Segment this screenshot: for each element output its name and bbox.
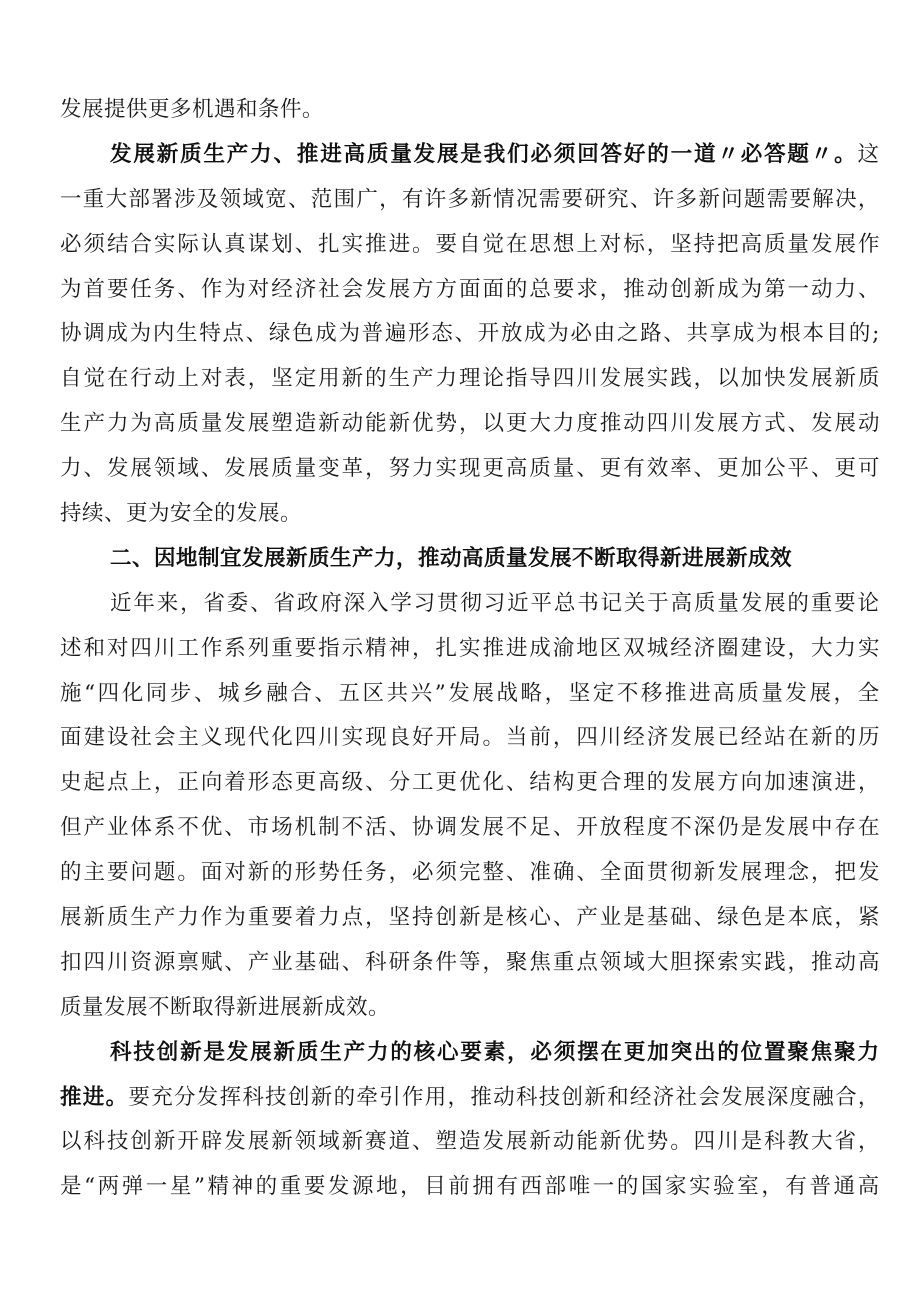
text-line: 为 首 要 任 务 、 作 为 对 经 济 社 会 发 展 方 方 面 面 的 总 要 求 ， 推 动 创 新 成 为 第 一 动 力 、 (60, 276, 880, 302)
body-text: 持续、更为安全的发展。 (60, 501, 303, 527)
text-line: 的 主 要 问 题 。 面 对 新 的 形 势 任 务 ， 必 须 完 整 、 准 确 、 全 面 贯 彻 新 发 展 理 念 ， 把 发 (60, 860, 880, 886)
text-line: 展 新 质 生 产 力 作 为 重 要 着 力 点 ， 坚 持 创 新 是 核 心 、 产 业 是 基 础 、 绿 色 是 本 底 ， 紧 (60, 905, 880, 931)
text-line: 生 产 力 为 高 质 量 发 展 塑 造 新 动 能 新 优 势 ， 以 更 大 力 度 推 动 四 川 发 展 方 式 、 发 展 动 (60, 411, 880, 437)
document-body (60, 88, 880, 1210)
text-line (60, 986, 880, 1031)
text-line: 施 “ 四 化 同 步 、 城 乡 融 合 、 五 区 共 兴 ” 发 展 战 略 ， 坚 定 不 移 推 进 高 质 量 发 展 ， 全 (60, 680, 880, 706)
body-text: 质量发展不断取得新进展新成效。 (60, 994, 391, 1020)
text-line: 推 进 。 要 充 分 发 挥 科 技 创 新 的 牵 引 作 用 ， 推 动 科 技 创 新 和 经 济 社 会 发 展 深 度 融 合 ， (60, 1084, 880, 1110)
text-line (60, 88, 880, 133)
text-line: 但 产 业 体 系 不 优 、 市 场 机 制 不 活 、 协 调 发 展 不 足 、 开 放 程 度 不 深 仍 是 发 展 中 存 在 (60, 815, 880, 841)
text-line: 必 须 结 合 实 际 认 真 谋 划 、 扎 实 推 进 。 要 自 觉 在 思 想 上 对 标 ， 坚 持 把 高 质 量 发 展 作 (60, 231, 880, 257)
text-line: 发 展 新 质 生 产 力 、 推 进 高 质 量 发 展 是 我 们 必 须 回 答 好 的 一 道 〃 必 答 题 〃 。 这 (110, 141, 880, 167)
text-line (60, 492, 880, 537)
text-line (60, 537, 880, 582)
text-line: 力 、 发 展 领 域 、 发 展 质 量 变 革 ， 努 力 实 现 更 高 质 量 、 更 有 效 率 、 更 加 公 平 、 更 可 (60, 456, 880, 482)
text-line: 近 年 来 ， 省 委 、 省 政 府 深 入 学 习 贯 彻 习 近 平 总 书 记 关 于 高 质 量 发 展 的 重 要 论 (110, 590, 880, 616)
text-line: 自 觉 在 行 动 上 对 表 ， 坚 定 用 新 的 生 产 力 理 论 指 导 四 川 发 展 实 践 ， 以 加 快 发 展 新 质 (60, 366, 880, 392)
text-line: 协 调 成 为 内 生 特 点 、 绿 色 成 为 普 遍 形 态 、 开 放 成 为 必 由 之 路 、 共 享 成 为 根 本 目 的 ; (60, 321, 880, 347)
text-line: 以 科 技 创 新 开 辟 发 展 新 领 域 新 赛 道 、 塑 造 发 展 新 动 能 新 优 势 。 四 川 是 科 教 大 省 ， (60, 1129, 880, 1155)
text-line: 科 技 创 新 是 发 展 新 质 生 产 力 的 核 心 要 素 ， 必 须 摆 在 更 加 突 出 的 位 置 聚 焦 聚 力 (110, 1039, 880, 1065)
body-text: 发展提供更多机遇和条件。 (60, 97, 325, 122)
text-line: 面 建 设 社 会 主 义 现 代 化 四 川 实 现 良 好 开 局 。 当 前 ， 四 川 经 济 发 展 已 经 站 在 新 的 历 (60, 725, 880, 751)
text-line: 扣 四 川 资 源 禀 赋 、 产 业 基 础 、 科 研 条 件 等 ， 聚 焦 重 点 领 域 大 胆 探 索 实 践 ， 推 动 高 (60, 949, 880, 975)
text-line: 史 起 点 上 ， 正 向 着 形 态 更 高 级 、 分 工 更 优 化 、 结 构 更 合 理 的 发 展 方 向 加 速 演 进 ， (60, 770, 880, 796)
text-line: 是 “ 两 弹 一 星 ” 精 神 的 重 要 发 源 地 ， 目 前 拥 有 西 部 唯 一 的 国 家 实 验 室 ， 有 普 通 高 (60, 1174, 880, 1200)
bold-text: 二、因地制宜发展新质生产力，推动高质量发展不断取得新进展新成效 (110, 545, 793, 571)
text-line: 述 和 对 四 川 工 作 系 列 重 要 指 示 精 神 ， 扎 实 推 进 成 渝 地 区 双 城 经 济 圈 建 设 ， 大 力 实 (60, 635, 880, 661)
text-line: 一 重 大 部 署 涉 及 领 域 宽 、 范 围 广 ， 有 许 多 新 情 况 需 要 研 究 、 许 多 新 问 题 需 要 解 决 ， (60, 186, 880, 212)
